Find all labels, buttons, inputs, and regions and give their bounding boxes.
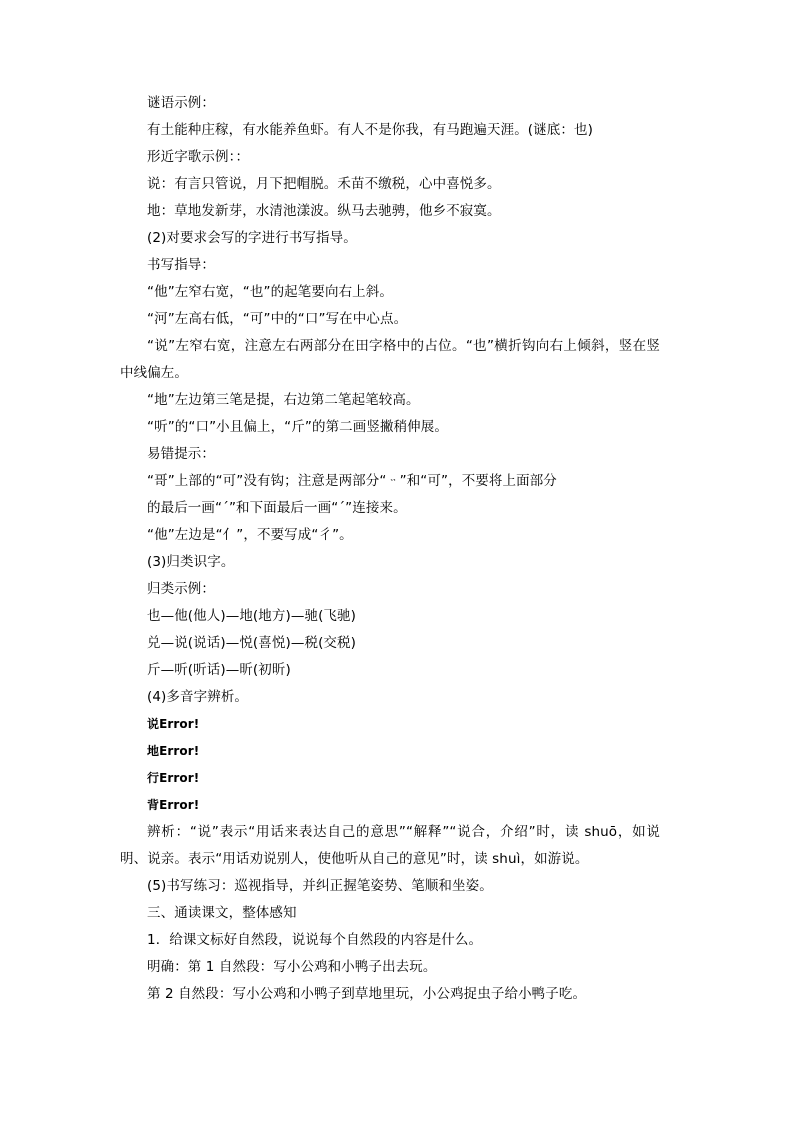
polyphone-item: (4)多音字辨析。 bbox=[147, 689, 249, 705]
guidance-he: “河”左高右低，“可”中的“口”写在中心点。 bbox=[147, 311, 408, 327]
section-three-heading: 三、通读课文，整体感知 bbox=[147, 905, 297, 921]
error-tip-ge-1: “哥”上部的“可”没有钩；注意是两部分“ᆢ”和“可”，不要将上面部分 bbox=[147, 473, 557, 489]
riddle-text: 有土能种庄稼，有水能养鱼虾。有人不是你我，有马跑遍天涯。(谜底：也) bbox=[147, 122, 593, 138]
answer-paragraph-1: 明确：第 1 自然段：写小公鸡和小鸭子出去玩。 bbox=[147, 959, 437, 975]
document-body bbox=[120, 90, 680, 1008]
writing-practice-item: (5)书写练习：巡视指导，并纠正握笔姿势、笔顺和坐姿。 bbox=[147, 878, 493, 894]
polyphone-di: 地Error! bbox=[147, 744, 200, 758]
guidance-di: “地”左边第三笔是提，右边第二笔起笔较高。 bbox=[147, 392, 420, 408]
writing-guidance-heading: 书写指导： bbox=[147, 257, 215, 273]
song-shuo: 说：有言只管说，月下把帽脱。禾苗不缴税，心中喜悦多。 bbox=[147, 176, 501, 192]
error-tips-heading: 易错提示： bbox=[147, 446, 215, 462]
polyphone-shuo: 说Error! bbox=[147, 717, 200, 731]
polyphone-bei: 背Error! bbox=[147, 798, 200, 812]
classify-ye: 也—他(他人)—地(地方)—驰(飞驰) bbox=[147, 608, 357, 624]
error-tip-ge-2: 的最后一画“ˊ”和下面最后一画“ˊ”连接来。 bbox=[147, 500, 407, 516]
classify-heading: 归类示例： bbox=[147, 581, 215, 597]
writing-guidance-item: (2)对要求会写的字进行书写指导。 bbox=[147, 230, 357, 246]
riddle-heading: 谜语示例： bbox=[147, 95, 215, 111]
task-1: 1．给课文标好自然段，说说每个自然段的内容是什么。 bbox=[147, 932, 483, 948]
classify-item: (3)归类识字。 bbox=[147, 554, 235, 570]
classify-jin: 斤—听(听话)—昕(初昕) bbox=[147, 662, 291, 678]
guidance-ting: “听”的“口”小且偏上，“斤”的第二画竖撇稍伸展。 bbox=[147, 419, 448, 435]
classify-dui: 兑—说(说话)—悦(喜悦)—税(交税) bbox=[147, 635, 357, 651]
answer-paragraph-2: 第 2 自然段：写小公鸡和小鸭子到草地里玩，小公鸡捉虫子给小鸭子吃。 bbox=[147, 986, 587, 1002]
error-tip-ta: “他”左边是“亻”，不要写成“彳”。 bbox=[147, 527, 353, 543]
polyphone-analysis: 辨析：“说”表示“用话来表达自己的意思”“解释”“说合，介绍”时，读 shuō，如说明、说亲。表示“用话劝说别人，使他听从自己的意见”时，读 shuì，如游说。 bbox=[120, 824, 660, 867]
guidance-ta: “他”左窄右宽，“也”的起笔要向右上斜。 bbox=[147, 284, 393, 300]
guidance-shuo-ye: “说”左窄右宽，注意左右两部分在田字格中的占位。“也”横折钩向右上倾斜，竖在竖中线偏左。 bbox=[120, 338, 660, 381]
song-di: 地：草地发新芽，水清池漾波。纵马去驰骋，他乡不寂寞。 bbox=[147, 203, 501, 219]
similar-char-song-heading: 形近字歌示例：： bbox=[147, 149, 250, 165]
polyphone-xing: 行Error! bbox=[147, 771, 200, 785]
